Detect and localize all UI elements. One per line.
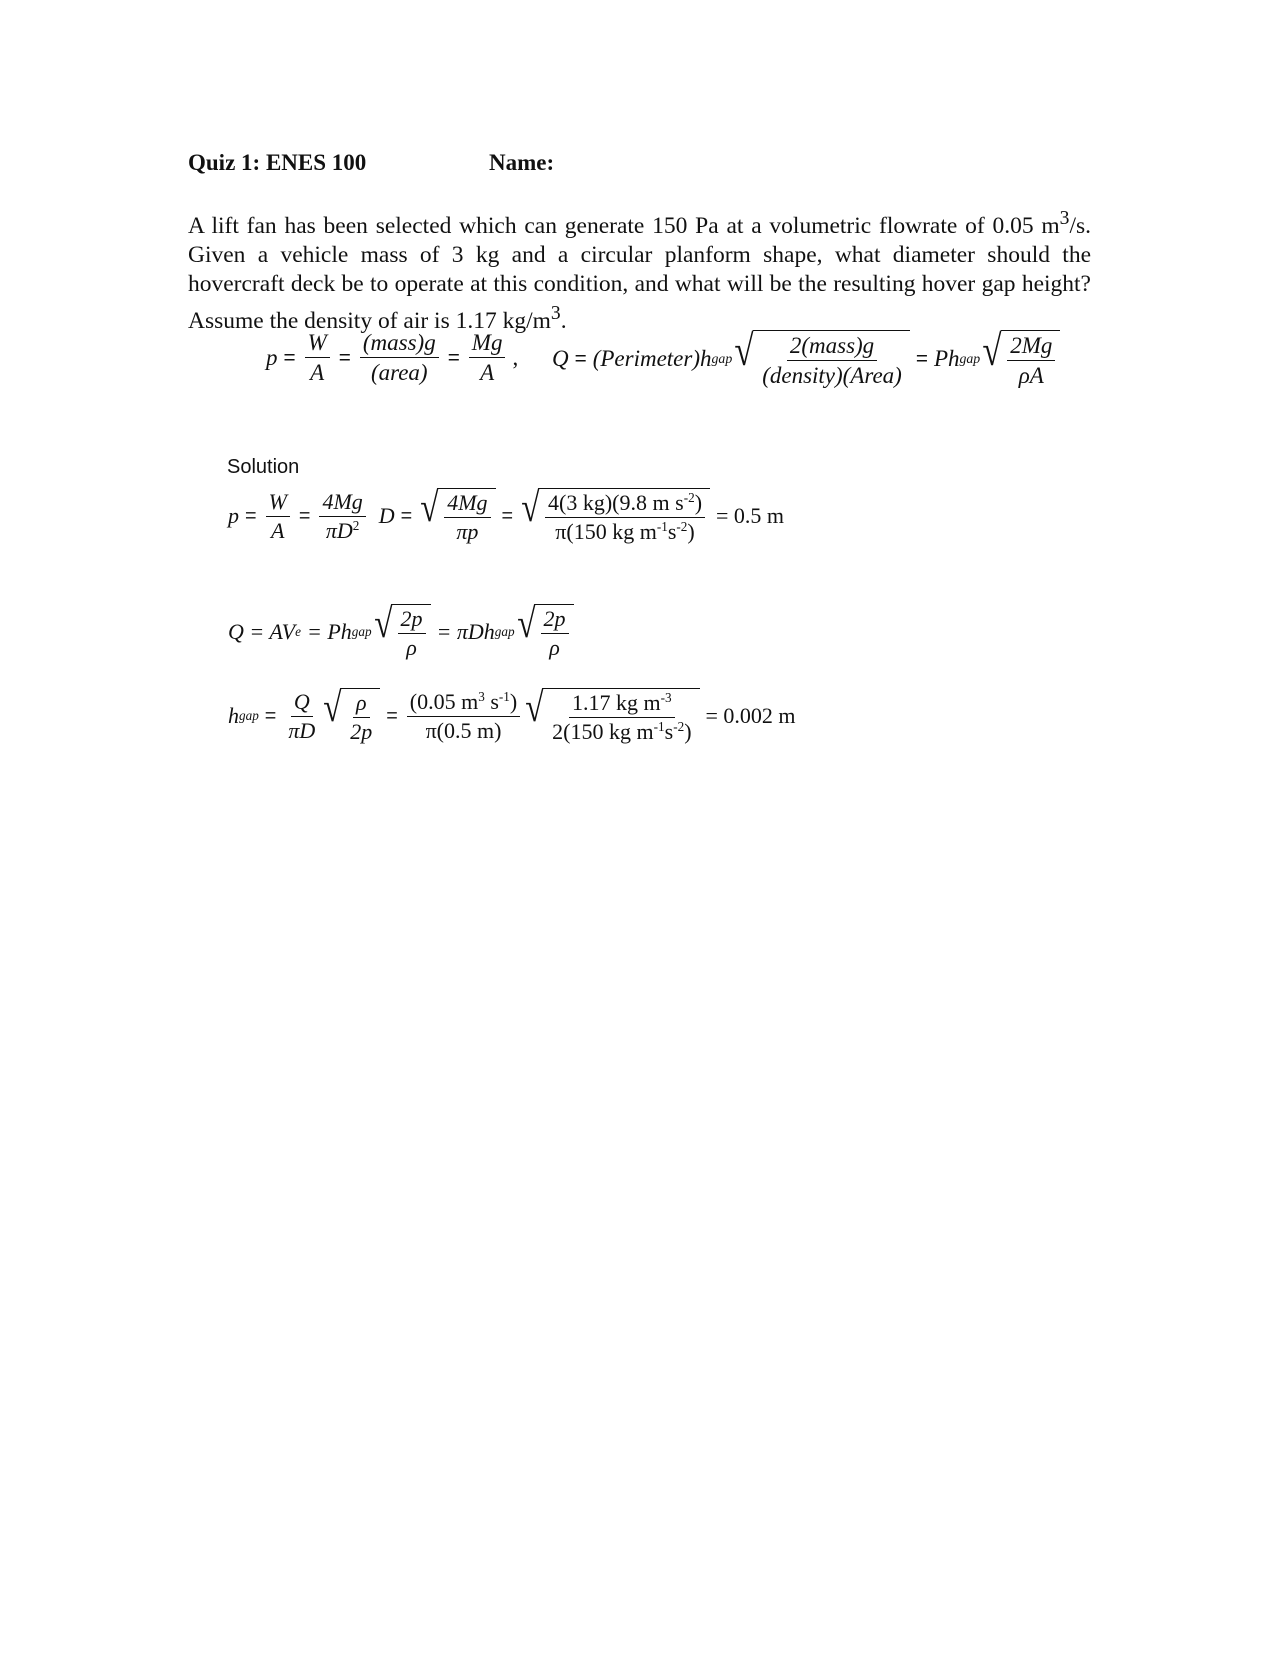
problem-statement: A lift fan has been selected which can generate 150 Pa at a volumetric flowrate of 0.05 $m^3/s$. Given a vehicle mass of 3 kg and a circular planform shape, what diameter should the hovercraft deck be to operate at this condition, and what will be the resulting hover gap height? Assume the density of air is 1.17 $kg/m^3$. [188, 208, 1091, 334]
gap-height-equation: h gap = $\frac{Q}{\pi D}$ √ $\frac{\rho}{2p}$ = $\frac{(0.05 m^3 s^{-1})}{\pi(0.5 m)}$ √ $\frac{1.17 kg m^{-3}}{2(150 kg m^{-1}s^{-2})}$ = 0.002 m [228, 685, 796, 745]
quiz-title: Quiz 1: ENES 100 [188, 150, 367, 175]
name-label: Name: [489, 150, 555, 175]
diameter-equation: p = $\frac{W}{A}$ = $\frac{4Mg}{\pi D^2}$ D = √ $\frac{4Mg}{\pi p}$ = √ $\frac{4(3 kg)(9.8 m s^{-2})}{\pi(150 kg m^{-1}s^{-2})}$ = 0.5 m [228, 485, 785, 545]
flow-sqrt: √ $\frac{\text{2(mass)g}}{\text{(density)(Area)}}$ [732, 330, 910, 389]
mg-over-a-fraction: $\frac{Mg}{A}$ [469, 330, 506, 386]
mass-over-area-fraction: $\frac{\text{(mass)g}}{\text{(area)}}$ [360, 330, 439, 386]
diameter-result: = 0.5 m [716, 503, 785, 529]
weight-over-area-fraction: $\frac{W}{A}$ [305, 330, 330, 386]
flow-relation-equation: Q = AV e = Ph gap √ $\frac{2p}{\rho}$ = πDh gap √ $\frac{2p}{\rho}$ [228, 604, 574, 660]
pressure-symbol: p [266, 344, 278, 370]
pressure-equation: p = $\frac{W}{A}$ = $\frac{\text{(mass)g}}{\text{(area)}}$ = $\frac{Mg}{A}$ , [266, 330, 519, 386]
solution-label: Solution [227, 456, 300, 478]
flow-equation: Q = (Perimeter)h gap √ $\frac{\text{2(mass)g}}{\text{(density)(Area)}}$ = Ph gap √ $\frac{2Mg}{\rho A}$ [552, 330, 1060, 389]
gap-height-result: = 0.002 m [705, 703, 796, 729]
